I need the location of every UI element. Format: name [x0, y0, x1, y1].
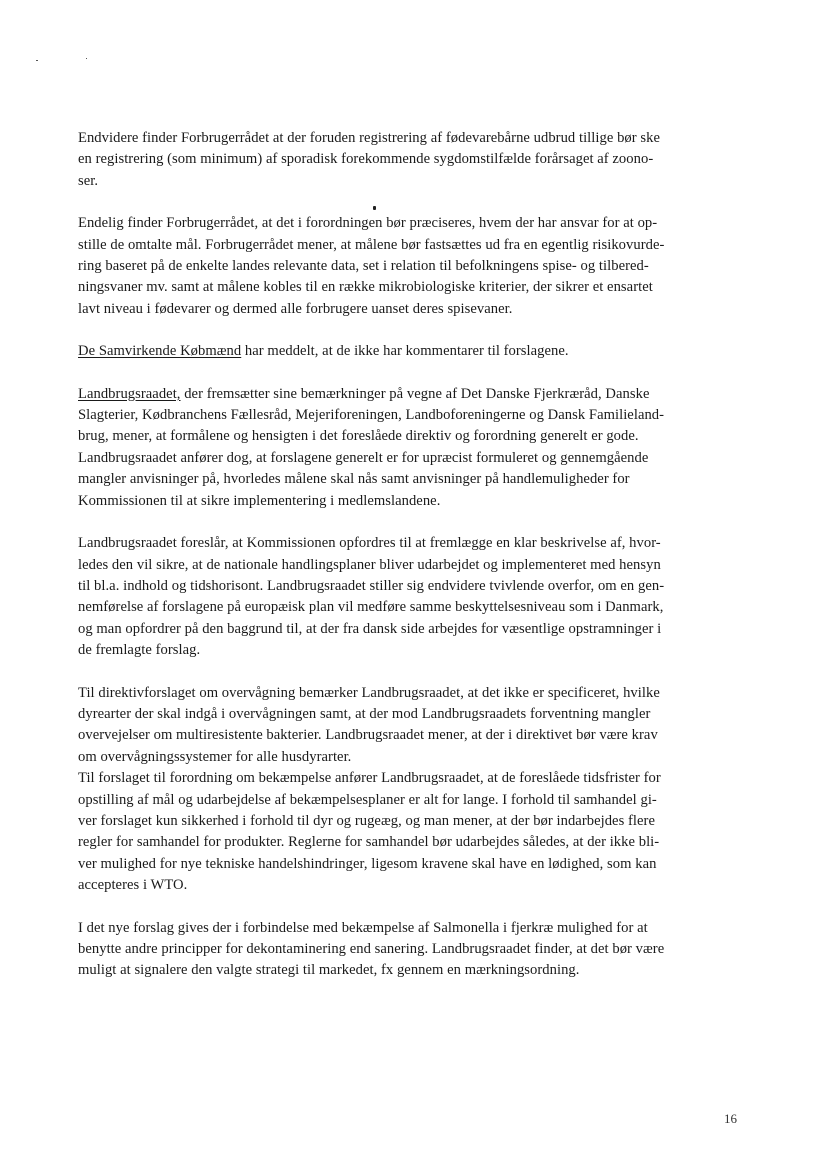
text-line: Landbrugsraadet anfører dog, at forslagene generelt er for upræcist formuleret og gennemgående: [78, 449, 649, 466]
text-line: Landbrugsraadet foreslår, at Kommissionen opfordres til at fremlægge en klar beskrivelse af, hvor-: [78, 535, 661, 552]
text-line: ver forslaget kun sikkerhed i forhold til dyr og rugeæg, og man mener, at der bør indarbejdes flere: [78, 812, 655, 829]
text-line: overvejelser om multiresistente bakterier. Landbrugsraadet mener, at der i direktivet bør være krav: [78, 727, 658, 744]
paragraph-salmonella-fjerkrae: [78, 918, 748, 982]
text-line: opstilling af mål og udarbejdelse af bekæmpelsesplaner er alt for lange. I forhold til samhandel gi-: [78, 791, 657, 808]
text-line: muligt at signalere den valgte strategi til markedet, fx gennem en mærkningsordning.: [78, 962, 580, 979]
text-line: ledes den vil sikre, at de nationale handlingsplaner bliver udarbejdet og implementeret med hensyn: [78, 556, 661, 573]
text-line: mangler anvisninger på, hvorledes målene skal nås samt anvisninger på handlemuligheder for: [78, 471, 630, 488]
text-line: ser.: [78, 172, 99, 189]
text-line: Til forslaget til forordning om bekæmpelse anfører Landbrugsraadet, at de foreslåede tidsfrister for: [78, 770, 661, 787]
text-line: nemførelse af forslagene på europæisk plan vil medføre samme beskyttelsesniveau som i Danmark,: [78, 599, 664, 616]
text-line: regler for samhandel for produkter. Reglerne for samhandel bør udarbejdes således, at der ikke bli-: [78, 834, 660, 851]
text-line: de fremlagte forslag.: [78, 642, 201, 659]
text-line: en registrering (som minimum) af sporadisk forekommende sygdomstilfælde forårsaget af zoono-: [78, 151, 654, 168]
text-line: [78, 384, 748, 405]
page-body: [78, 128, 748, 982]
text-line: ningsvaner mv. samt at målene kobles til en række mikrobiologiske kriterier, der sikrer et ensartet: [78, 279, 653, 296]
text-line: Endvidere finder Forbrugerrådet at der foruden registrering af fødevarebårne udbrud tillige bør ske: [78, 130, 660, 146]
text-fragment: har meddelt, at de ikke har kommentarer til forslagene.: [241, 343, 569, 360]
paragraph-samvirkende-koebmaend: [78, 341, 748, 362]
text-line: og man opfordrer på den baggrund til, at der fra dansk side arbejdes for væsentlige opstramninger i: [78, 620, 662, 637]
text-line: Endelig finder Forbrugerrådet, at det i forordningen bør præciseres, hvem der har ansvar for at op-: [78, 215, 658, 232]
organization-name: De Samvirkende Købmænd: [78, 343, 242, 360]
paragraph-forbrugerraadet-registrering: [78, 128, 748, 192]
text-line: dyrearter der skal indgå i overvågningen samt, at der mod Landbrugsraadets forventning mangler: [78, 705, 651, 722]
text-fragment: der fremsætter sine bemærkninger på vegne af Det Danske Fjerkræråd, Danske: [180, 385, 650, 402]
text-line: Slagterier, Kødbranchens Fællesråd, Mejeriforeningen, Landboforeningerne og Dansk Familieland-: [78, 407, 665, 424]
paragraph-landbrugsraadet-forslag: [78, 533, 748, 661]
text-line: Til direktivforslaget om overvågning bemærker Landbrugsraadet, at det ikke er specificeret, hvilke: [78, 684, 660, 701]
paragraph-landbrugsraadet-intro: [78, 384, 748, 512]
text-line: [78, 341, 748, 362]
paragraph-forbrugerraadet-maal: [78, 213, 748, 320]
organization-name: Landbrugsraadet,: [78, 385, 181, 402]
scan-speck: [36, 60, 38, 61]
text-line: lavt niveau i fødevarer og dermed alle forbrugere uanset deres spisevaner.: [78, 300, 513, 317]
page-number: 16: [724, 1111, 737, 1126]
text-line: om overvågningssystemer for alle husdyrarter.: [78, 748, 352, 765]
text-line: ver mulighed for nye tekniske handelshindringer, ligesom kravene skal have en lødighed, som kan: [78, 855, 657, 872]
text-line: til bl.a. indhold og tidshorisont. Landbrugsraadet stiller sig endvidere tvivlende overfor, om en gen-: [78, 577, 665, 594]
text-line: Kommissionen til at sikre implementering i medlemslandene.: [78, 492, 441, 509]
text-line: ring baseret på de enkelte landes relevante data, set i relation til befolkningens spise- og tilbered-: [78, 258, 649, 275]
text-line: stille de omtalte mål. Forbrugerrådet mener, at målene bør fastsættes ud fra en egentlig risikovurde-: [78, 236, 665, 253]
scan-speck: [86, 58, 87, 59]
text-line: I det nye forslag gives der i forbindelse med bekæmpelse af Salmonella i fjerkræ mulighed for at: [78, 919, 648, 936]
paragraph-overvaagning-bekaempelse: [78, 683, 748, 897]
text-line: brug, mener, at formålene og hensigten i det foreslåede direktiv og forordning generelt er gode.: [78, 428, 639, 445]
text-line: accepteres i WTO.: [78, 877, 188, 894]
text-line: benytte andre principper for dekontaminering end sanering. Landbrugsraadet finder, at det bør være: [78, 941, 665, 957]
